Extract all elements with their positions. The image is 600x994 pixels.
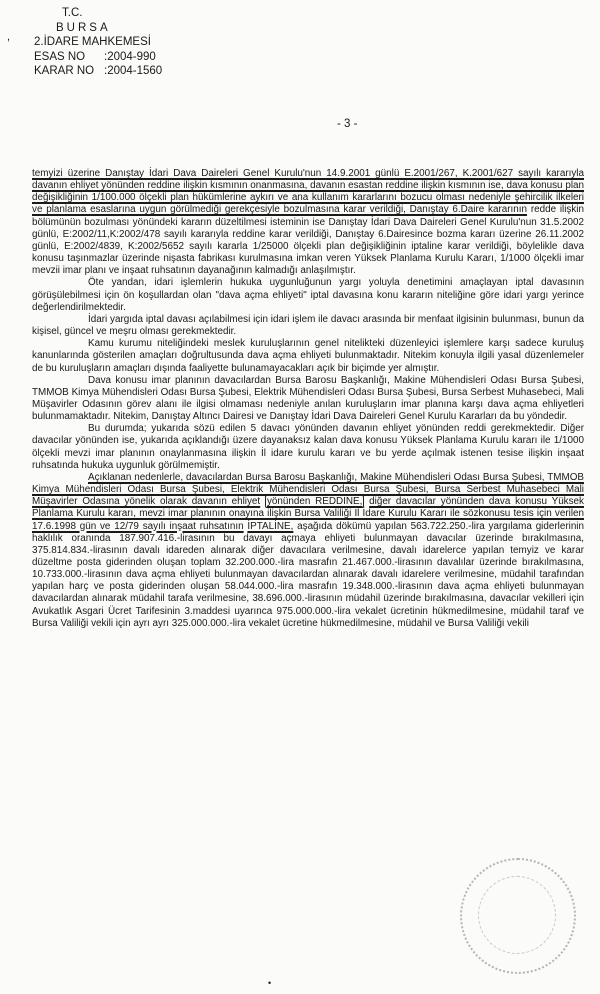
- paragraph-5: Dava konusu imar planının davacılardan Bursa Barosu Başkanlığı, Makine Mühendisleri Odası Bursa Şubesi, TMMOB Kimya Mühendisleri Odası Bursa Şubesi, Elektrik Mühendisleri Odası Bursa Şubesi, Bursa Serbest Muhasebeci, Mali Müşavirler Odasının görev alanı ile ilgisi olmaması nedeniyle anılan kuruluşların imar planına karşı dava açma ehliyetleri bulunmamaktadır. Nitekim, Danıştay Altıncı Dairesi ve Danıştay İdari Dava Daireleri Genel Kurulu Kararları da bu yöndedir.: [32, 374, 584, 423]
- corner-mark: ,: [7, 31, 11, 43]
- header-court: 2.İDARE MAHKEMESİ: [34, 36, 151, 48]
- iptaline-highlight: İPTALİNE,: [247, 520, 294, 532]
- karar-value: :2004-1560: [104, 65, 163, 77]
- paragraph-6: Bu durumda; yukarıda sözü edilen 5 davacı yönünden davanın ehliyet yönünden reddi gerekmektedir. Diğer davacılar yönünden ise, yukarıda açıklandığı üzere dayanaksız kalan dava konusu Yüksek Planlama Kurulu kararı ile 1/1000 ölçekli mevzi imar planının onaylanmasına ilişkin İl idare kurulu kararı ve bu yerde açılmak istenen tesise ilişkin inşaat ruhsatında hukuka uygunluk görülmemiştir.: [32, 423, 584, 471]
- document-body: [32, 168, 584, 630]
- karar-label: KARAR NO: [34, 65, 95, 77]
- official-seal-inner: [478, 876, 556, 954]
- esas-value: :2004-990: [104, 50, 156, 63]
- paragraph-2: Öte yandan, idari işlemlerin hukuka uygunluğunun yargı yoluyla denetimini amaçlayan iptal davasının görüşülebilmesi için ön koşullardan olan "dava açma ehliyeti" iptal davasına konu kararın niteliğine göre idari yargı yerince değerlendirilmektedir.: [32, 277, 584, 313]
- header-tc: T.C.: [62, 7, 83, 19]
- bottom-mark: •: [268, 978, 272, 988]
- esas-row: [34, 50, 162, 65]
- reddine-highlight: yönünden REDDİNE,: [266, 496, 363, 508]
- paragraph-7: [32, 472, 584, 630]
- paragraph-7-underlined-a: Açıklanan nedenlerle, davacılardan Bursa Barosu Başkanlığı, Makine Mühendisleri Odası Bursa Şubesi, TMMOB Kimya Mühendisleri Odası Bursa Şubesi, Elektrik Mühendisleri Odası Bursa Şubesi, Bursa Serbest Muhasebeci Mali Müşavirler Odasına yönelik olarak davanın ehliyet: [32, 471, 584, 508]
- paragraph-3: İdari yargıda iptal davası açılabilmesi için idari işlem ile davacı arasında bir menfaat ilgisinin bulunması, bunun da kişisel, güncel ve meşru olması gerekmektedir.: [32, 313, 584, 338]
- karar-row: [34, 64, 162, 79]
- paragraph-1-rest: redde ilişkin bölümünün bozulması yönündeki kararın düzeltilmesi isteminin ise Danıştay İdari Dava Daireleri Genel Kurulu'nun 31.5.2002 günlü, E:2002/11,K:2002/478 sayılı kararıyla reddine karar verildiği, Danıştay 6.Dairesince bozma kararı üzerine 26.11.2002 günlü, E:2002/4839, K:2002/5652 sayılı kararla 1/25000 ölçekli plan değişikliğinin iptaline karar verildiği, böylelikle dava konusu taşınmazlar üzerinde nişasta fabrikası kurulmasına imkan veren Yüksek Planlama Kurulu Kararı, 1/1000 ölçekli imar mevzii imar planı ve inşaat ruhsatının dayanağının kalmadığı anlaşılmıştır.: [32, 204, 584, 277]
- paragraph-7-underlined-b: diğer davacılar yönünden dava konusu Yüksek Planlama Kurulu kararı, mevzi imar planının onayına ilişkin Bursa Valiliği İl İdare Kurulu Kararı ile sözkonusu tesis için verilen 17.6.1998 gün ve 12/79 sayılı inşaat ruhsatının: [32, 496, 584, 532]
- paragraph-4: Kamu kurumu niteliğindeki meslek kuruluşlarının genel nitelikteki düzenleyici işlemlere karşı sadece kuruluş kanunlarında gösterilen amaçları doğrultusunda dava açma ehliyeti bulunmaktadır. Nitekim konuyla ilgili yasal düzenlemeler de bu kuruluşların amaçları dışında faaliyette bulunamayacakları açık bir biçimde yer almıştır.: [32, 338, 584, 374]
- esas-label: ESAS NO: [34, 50, 86, 63]
- paragraph-1-underlined: temyizi üzerine Danıştay İdari Dava Daireleri Genel Kurulu'nun 14.9.2001 günlü E.2001/267, K.2001/627 sayılı kararıyla davanın ehliyet yönünden reddine ilişkin kısmının onanmasına, davanın esastan reddine ilişkin kısmının ise, dava konusu plan değişikliğinin 1/100.000 ölçekli plan hükümlerine aykırı ve ana kullanım kararlarını bozucu olması nedeniyle şehircilik ilkeleri ve planlama esaslarına uygun görülmediği gerekçesiyle bozulmasına karar verildiği, Danıştay 6.Daire kararının: [32, 168, 584, 216]
- paragraph-7-rest: aşağıda dökümü yapılan 563.722.250.-lira yargılama giderlerinin haklılık oranında 187.907.416.-lirasının bu davayı açmaya ehliyeti bulunmayan davacılar üzerinde bırakılmasına, 375.814.834.-lirasının davalı idareden alınarak diğer davacılara verilmesine, davalı idarelerce yapılan temyiz ve karar düzeltme posta giderinden oluşan toplam 32.200.000.-lira masrafın 21.467.000.-lirasının davalılar üzerinde bırakılmasına, 10.733.000.-lirasının dava açma ehliyeti bulunmayan davacılardan alınarak davalı idarelere verilmesine, müdahil tarafından yapılan harç ve posta giderinden oluşan 58.044.000.-lira masrafın 19.348.000.-lirasının dava açma ehliyeti bulunmayan davacılardan alınarak müdahil tarafa verilmesine, 38.696.000.-lirasının müdahil üzerinde bırakılmasına, davacılar vekilleri için Avukatlık Asgari Ücret Tarifesinin 3.maddesi uyarınca 975.000.000.-lira vekalet ücretinin hükmedilmesine, müdahil taraf ve Bursa Valiliği vekili için ayrı ayrı 325.000.000.-lira vekalet ücretine hükmedilmesine, müdahil ve Bursa Valiliği vekili: [32, 520, 584, 629]
- document-header: [34, 6, 162, 79]
- paragraph-1: [32, 168, 584, 277]
- header-city: BURSA: [56, 21, 111, 34]
- page-number: - 3 -: [337, 118, 358, 130]
